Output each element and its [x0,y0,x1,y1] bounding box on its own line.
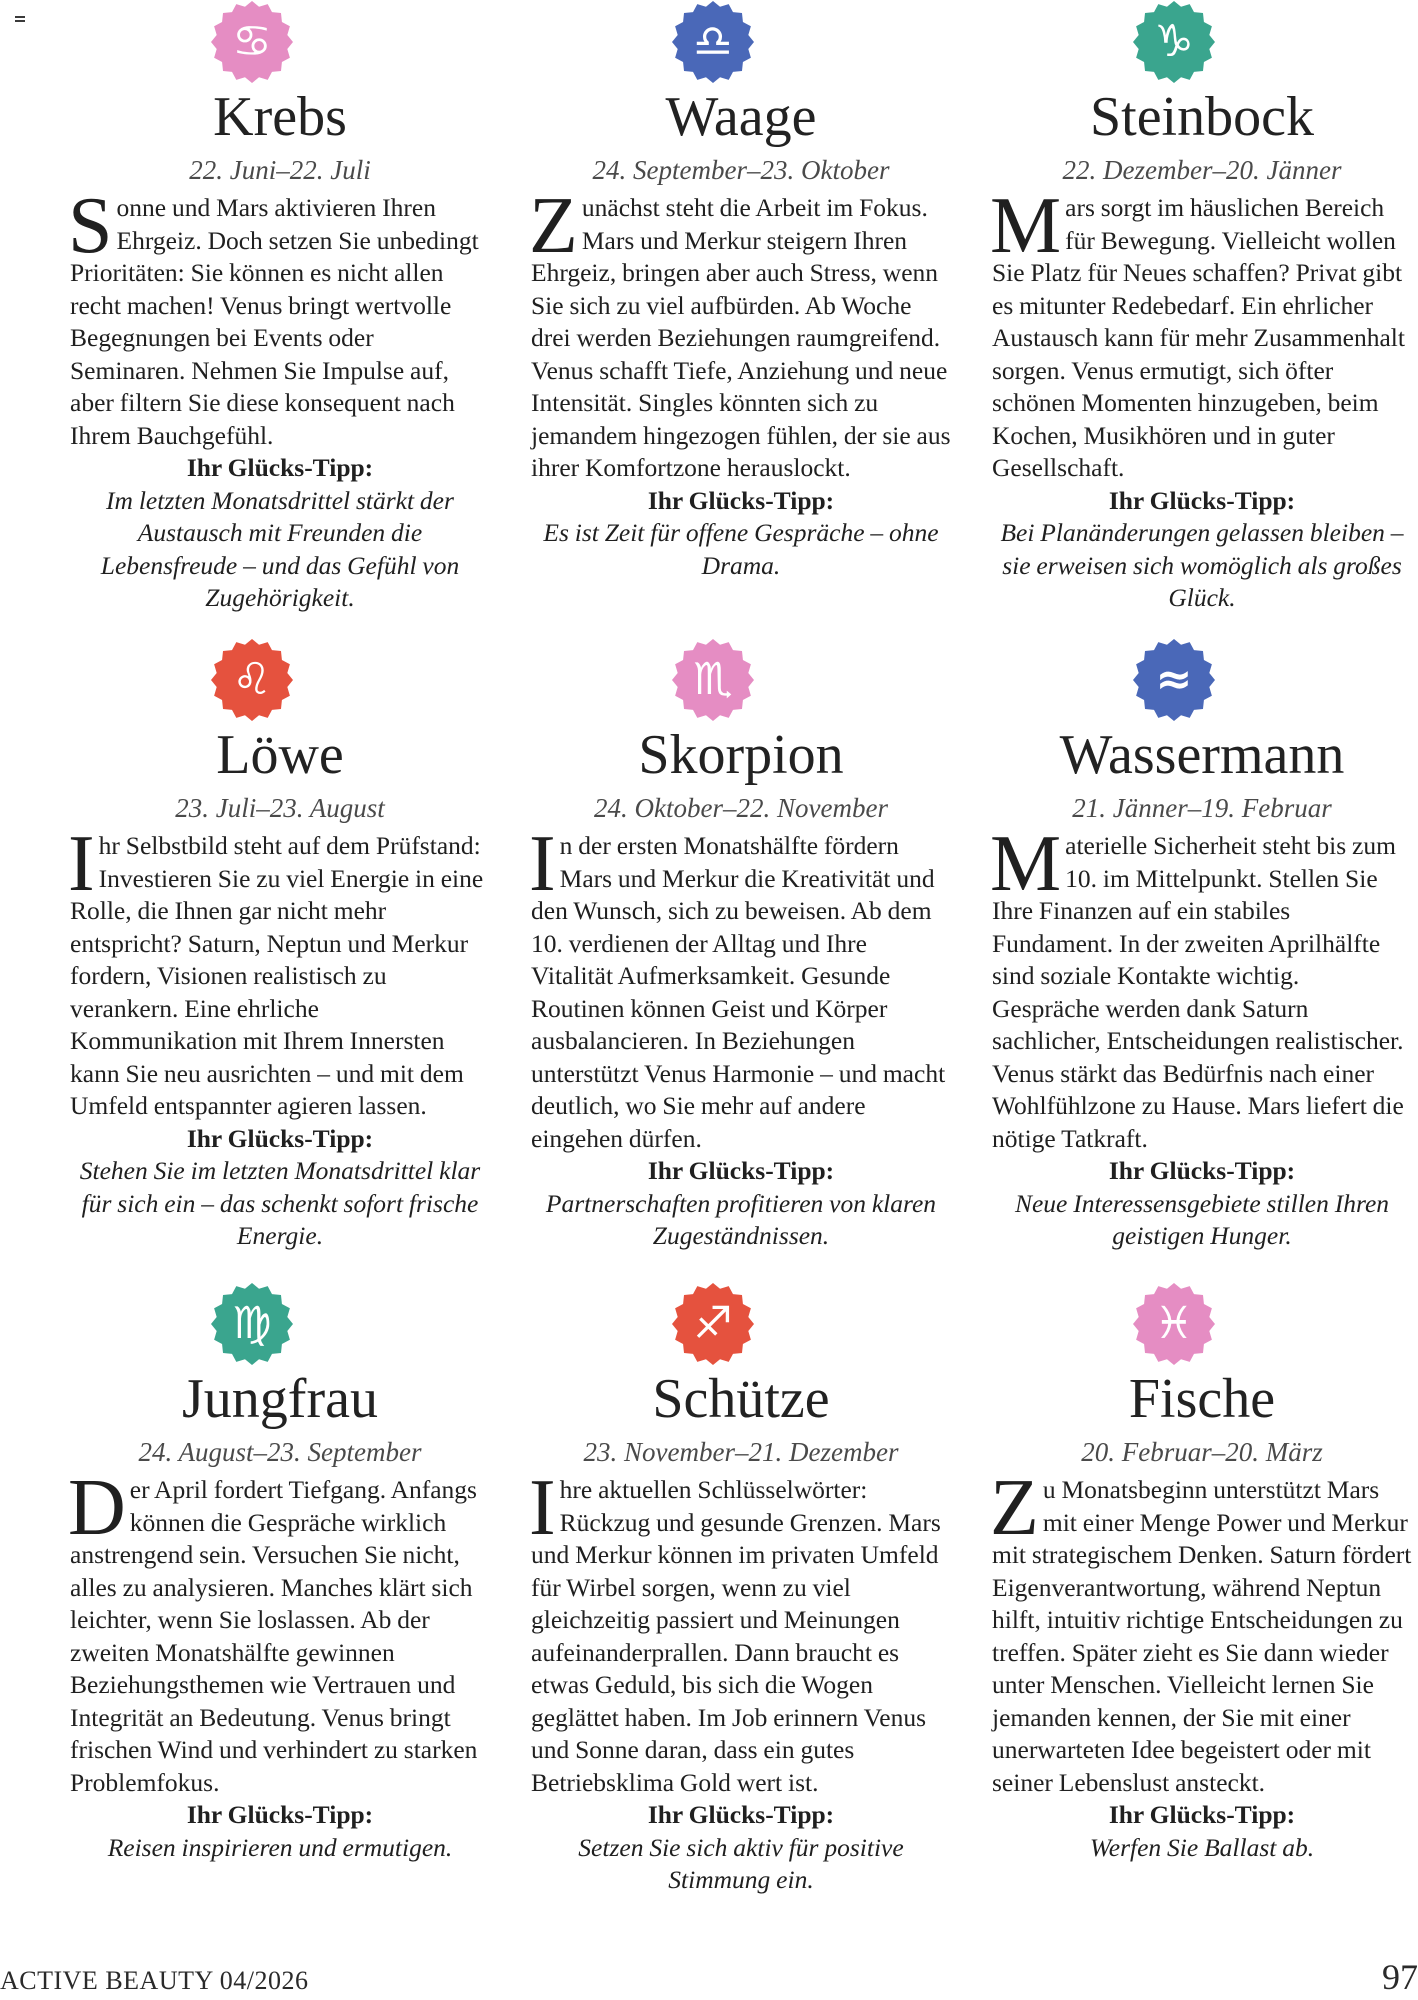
tip-text: Werfen Sie Ballast ab. [1089,1832,1315,1862]
sign-title: Steinbock [1090,86,1314,148]
tip-title: Ihr Glücks-Tipp: [186,1123,374,1153]
drop-cap: M [990,182,1062,270]
drop-cap: M [990,820,1062,908]
sign-text [68,820,490,1253]
sign-dates: 22. Dezember–20. Jänner [1062,155,1342,185]
sign-text [68,182,490,615]
tip-title: Ihr Glücks-Tipp: [186,1800,374,1829]
sign-title: Schütze [652,1368,830,1430]
sign-paragraph: er April fordert Tiefgang. Anfangs können die Gespräche wirklich anstrengend sein. Versuchen Sie nicht, alles zu analysieren. Manches klärt sich leichter, wenn Sie loslassen. Ab der zweiten Monatshälfte gewinnen Beziehungsthemen wie Vertrauen und Integrität an Bedeutung. Venus bringt frischen Wind und verhindert zu starken Problemfokus. [70,1475,478,1797]
sign-text [68,1464,490,1864]
sign-dates: 23. Juli–23. August [175,793,385,823]
sign-text [990,1464,1412,1864]
pisces-icon-glyph: ♓ [1154,1298,1194,1349]
page-number: 97 [1382,1957,1418,1997]
aquarius-icon [1132,638,1216,722]
libra-icon [671,0,755,84]
sign-text [529,820,951,1253]
sign-paragraph: ars sorgt im häuslichen Bereich für Bewegung. Vielleicht wollen Sie Platz für Neues schaffen? Privat gibt es mitunter Redebedarf. Ein ehrlicher Austausch kann für mehr Zusammenhalt sorgen. Venus ermutigt, sich öfter schönen Momenten hinzugeben, beim Kochen, Musikhören und in guter Gesellschaft. [992,193,1405,482]
sign-dates: 24. Oktober–22. November [594,793,888,823]
sign-dates: 24. August–23. September [138,1437,422,1467]
sign-title: Skorpion [638,724,844,786]
sign-dates: 24. September–23. Oktober [592,155,890,185]
tip-title: Ihr Glücks-Tipp: [1108,485,1296,515]
sign-title: Waage [665,86,817,148]
tip-text: Reisen inspirieren und ermutigen. [107,1832,453,1862]
tip-text: Es ist Zeit für offene Gespräche – ohne Drama. [543,518,939,580]
sign-title: Jungfrau [182,1368,378,1430]
capricorn-icon-glyph: ♑ [1154,16,1194,67]
sign-dates: 20. Februar–20. März [1081,1437,1323,1467]
sagittarius-icon [671,1282,755,1366]
corner-mark [15,16,25,22]
cancer-icon [210,0,294,84]
sign-title: Fische [1128,1368,1276,1430]
drop-cap: I [68,820,95,908]
magazine-issue: ACTIVE BEAUTY 04/2026 [0,1966,309,1995]
sign-dates: 21. Jänner–19. Februar [1072,793,1332,823]
sign-title: Löwe [216,724,344,786]
sign-text [990,182,1412,615]
leo-icon [210,638,294,722]
sign-paragraph: onne und Mars aktivieren Ihren Ehrgeiz. Doch setzen Sie unbedingt Prioritäten: Sie können es nicht allen recht machen! Venus bringt wertvolle Begegnungen bei Events oder Seminaren. Nehmen Sie Impulse auf, aber filtern Sie diese konsequent nach Ihrem Bauchgefühl. [70,193,479,450]
sign-text [990,820,1412,1253]
tip-text: Im letzten Monatsdrittel stärkt der Austausch mit Freunden die Lebensfreude – und das Gefühl von Zugehörigkeit. [100,485,460,612]
cancer-icon-glyph: ♋ [232,16,272,67]
sign-dates: 23. November–21. Dezember [583,1437,899,1467]
capricorn-icon [1132,0,1216,84]
leo-icon-glyph: ♌ [232,654,272,705]
tip-text: Neue Interessensgebiete stillen Ihren geistigen Hunger. [1014,1188,1390,1250]
aquarius-icon-glyph: ≈ [1155,654,1193,705]
sign-dates: 22. Juni–22. Juli [189,155,371,185]
tip-title: Ihr Glücks-Tipp: [647,1800,835,1829]
libra-icon-glyph: ♎ [693,16,733,67]
sign-title: Krebs [213,86,347,148]
drop-cap: I [529,820,556,908]
drop-cap: Z [990,1464,1039,1552]
drop-cap: I [529,1464,556,1552]
tip-title: Ihr Glücks-Tipp: [647,1156,835,1185]
tip-text: Setzen Sie sich aktiv für positive Stimmung ein. [578,1832,904,1894]
sagittarius-icon-glyph: ♐ [693,1298,733,1349]
virgo-icon-glyph: ♍ [232,1298,272,1349]
tip-title: Ihr Glücks-Tipp: [1108,1800,1296,1829]
sign-text [529,182,951,582]
horoscope-grid [70,0,1418,1960]
scorpio-icon [671,638,755,722]
sign-text [529,1464,951,1897]
pisces-icon [1132,1282,1216,1366]
sign-paragraph: aterielle Sicherheit steht bis zum 10. im Mittelpunkt. Stellen Sie Ihre Finanzen auf ein stabiles Fundament. In der zweiten Aprilhälfte sind soziale Kontakte wichtig. Gespräche werden dank Saturn sachlicher, Entscheidungen realistischer. Venus stärkt das Bedürfnis nach einer Wohlfühlzone zu Hause. Mars liefert die nötige Tatkraft. [992,831,1404,1153]
tip-text: Stehen Sie im letzten Monatsdrittel klar für sich ein – das schenkt sofort frische Energie. [79,1156,481,1250]
sign-paragraph: unächst steht die Arbeit im Fokus. Mars und Merkur steigern Ihren Ehrgeiz, bringen aber auch Stress, wenn Sie sich zu viel aufbürden. Ab Woche drei werden Beziehungen raumgreifend. Venus schafft Tiefe, Anziehung und neue Intensität. Singles könnten sich zu jemandem hingezogen fühlen, der sie aus ihrer Komfortzone herauslockt. [531,193,951,482]
tip-title: Ihr Glücks-Tipp: [1108,1156,1296,1185]
virgo-icon [210,1282,294,1366]
sign-paragraph: n der ersten Monatshälfte fördern Mars und Merkur die Kreativität und den Wunsch, sich zu beweisen. Ab dem 10. verdienen der Alltag und Ihre Vitalität Aufmerksamkeit. Gesunde Routinen können Geist und Körper ausbalancieren. In Beziehungen unterstützt Venus Harmonie – und macht deutlich, wo Sie mehr auf andere eingehen dürfen. [531,831,946,1153]
tip-text: Bei Planänderungen gelassen bleiben – sie erweisen sich womöglich als großes Glück. [1000,518,1404,612]
tip-text: Partnerschaften profitieren von klaren Zugeständnissen. [545,1188,937,1250]
drop-cap: Z [529,182,578,270]
drop-cap: S [68,182,113,270]
sign-paragraph: hr Selbstbild steht auf dem Prüfstand: Investieren Sie zu viel Energie in eine Rolle, die Ihnen gar nicht mehr entspricht? Saturn, Neptun und Merkur fordern, Visionen realistisch zu verankern. Eine ehrliche Kommunikation mit Ihrem Innersten kann Sie neu ausrichten – und mit dem Umfeld entspannter agieren lassen. [70,831,484,1120]
tip-title: Ihr Glücks-Tipp: [186,453,374,482]
scorpio-icon-glyph: ♏ [693,654,733,705]
sign-paragraph: u Monatsbeginn unterstützt Mars mit einer Menge Power und Merkur mit strategischem Denken. Saturn fördert Eigenverantwortung, während Neptun hilft, intuitiv richtige Entscheidungen zu treffen. Später zieht es Sie dann wieder unter Menschen. Vielleicht lernen Sie jemanden kennen, der Sie mit einer unerwarteten Idee begeistert oder mit seiner Lebenslust ansteckt. [992,1475,1412,1797]
tip-title: Ihr Glücks-Tipp: [647,485,835,515]
sign-title: Wassermann [1059,724,1345,786]
drop-cap: D [68,1464,126,1552]
sign-paragraph: hre aktuellen Schlüsselwörter: Rückzug und gesunde Grenzen. Mars und Merkur können im privaten Umfeld für Wirbel sorgen, wenn zu viel gleichzeitig passiert und Meinungen aufeinanderprallen. Dann braucht es etwas Geduld, bis sich die Wogen geglättet haben. Im Job erinnern Venus und Sonne daran, dass ein gutes Betriebsklima Gold wert ist. [531,1475,941,1797]
